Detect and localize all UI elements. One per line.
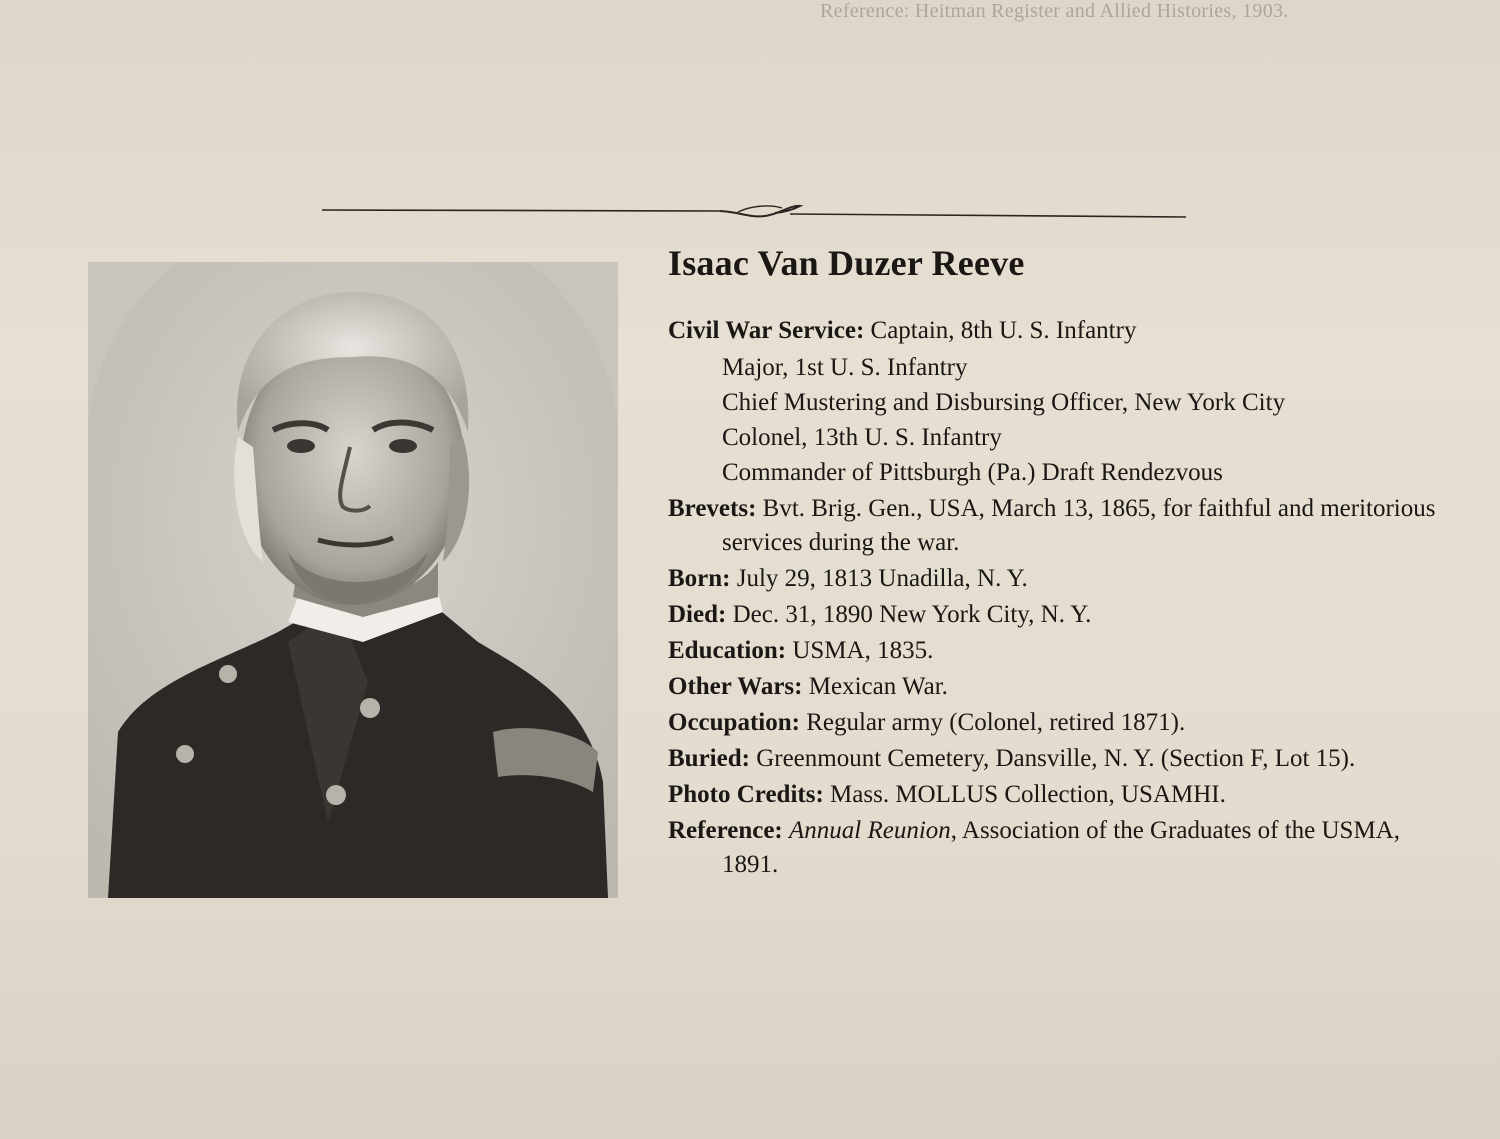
education-line — [668, 634, 1458, 668]
buried-value: Greenmount Cemetery, Dansville, N. Y. (Section F, Lot 15). — [756, 745, 1356, 772]
service-item: Chief Mustering and Disbursing Officer, New York City — [722, 389, 1286, 416]
flourish-divider-icon — [320, 196, 1190, 226]
photo-credits-label: Photo Credits: — [668, 781, 824, 808]
reference-line — [668, 814, 1458, 882]
biography-entry — [668, 240, 1458, 884]
photo-credits-line — [668, 778, 1458, 812]
other-wars-line — [668, 670, 1458, 704]
civil-war-service-first: Captain, 8th U. S. Infantry — [870, 317, 1137, 344]
born-line — [668, 562, 1458, 596]
education-label: Education: — [668, 637, 787, 664]
service-item: Colonel, 13th U. S. Infantry — [722, 424, 1002, 451]
occupation-value: Regular army (Colonel, retired 1871). — [806, 709, 1186, 736]
buried-line — [668, 742, 1458, 776]
died-label: Died: — [668, 601, 727, 628]
other-wars-label: Other Wars: — [668, 673, 803, 700]
born-label: Born: — [668, 565, 731, 592]
photo-credits-value: Mass. MOLLUS Collection, USAMHI. — [830, 781, 1226, 808]
reference-title: Annual Reunion — [788, 817, 951, 844]
portrait-photo — [88, 262, 618, 898]
person-name: Isaac Van Duzer Reeve — [668, 243, 1025, 283]
buried-label: Buried: — [668, 745, 750, 772]
education-value: USMA, 1835. — [792, 637, 934, 664]
civil-war-service-block — [668, 314, 1458, 490]
reference-label: Reference: — [668, 817, 783, 844]
service-item: Major, 1st U. S. Infantry — [722, 354, 968, 381]
brevets-line — [668, 492, 1458, 560]
brevets-value: Bvt. Brig. Gen., USA, March 13, 1865, for faithful and meritorious services during the war. — [722, 495, 1436, 556]
born-value: July 29, 1813 Unadilla, N. Y. — [736, 565, 1028, 592]
civil-war-service-label: Civil War Service: — [668, 317, 865, 344]
brevets-label: Brevets: — [668, 495, 757, 522]
died-line — [668, 598, 1458, 632]
officer-portrait-image — [88, 262, 618, 898]
decorative-rule — [320, 196, 1190, 226]
other-wars-value: Mexican War. — [808, 673, 948, 700]
reference-value: , Association of the Graduates of the USMA, 1891. — [722, 817, 1400, 878]
civil-war-service-line — [668, 314, 1458, 348]
occupation-label: Occupation: — [668, 709, 800, 736]
occupation-line — [668, 706, 1458, 740]
bleed-through-text: Reference: Heitman Register and Allied Histories, 1903. — [820, 0, 1289, 22]
died-value: Dec. 31, 1890 New York City, N. Y. — [732, 601, 1092, 628]
service-item: Commander of Pittsburgh (Pa.) Draft Rendezvous — [722, 459, 1223, 486]
